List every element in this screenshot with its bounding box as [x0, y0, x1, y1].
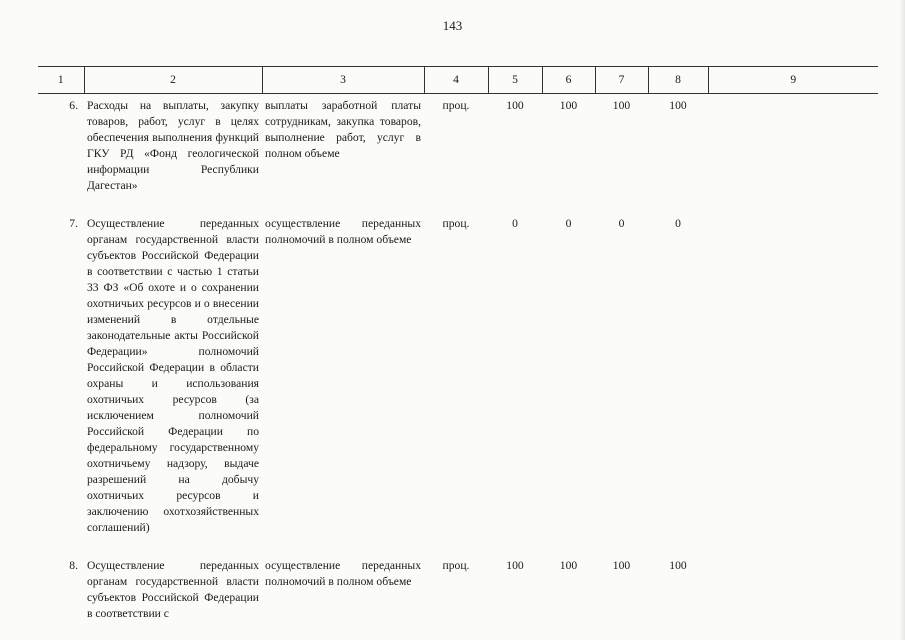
expense-description: Расходы на выплаты, закупку товаров, работ, услуг в целях обеспечения выполнения функций ГКУ РД «Фонд геологической информации Республики Дагестан»	[87, 99, 259, 192]
indicator-description: осуществление переданных полномочий в полном объеме	[265, 559, 421, 588]
page-number: 143	[442, 18, 463, 33]
table-row	[38, 94, 878, 213]
value-col-8: 100	[669, 559, 687, 572]
header-col-1: 1	[38, 67, 84, 94]
value-col-5: 0	[512, 217, 518, 230]
header-col-4: 4	[424, 67, 488, 94]
expense-description: Осуществление переданных органам государственной власти субъектов Российской Федерации в соответствии с	[87, 559, 259, 620]
header-col-9: 9	[708, 67, 878, 94]
row-number: 8.	[69, 559, 78, 572]
indicator-description: выплаты заработной платы сотрудникам, закупка товаров, выполнение работ, услуг в полном объеме	[265, 99, 421, 160]
value-col-7: 100	[612, 559, 631, 572]
header-col-7: 7	[595, 67, 648, 94]
value-col-9	[708, 554, 878, 622]
value-col-5: 100	[506, 99, 524, 112]
row-number: 6.	[69, 99, 78, 112]
header-col-5: 5	[488, 67, 542, 94]
value-col-6: 0	[565, 217, 572, 230]
unit: проц.	[442, 217, 470, 230]
unit: проц.	[442, 559, 470, 572]
value-col-6: 100	[559, 99, 578, 112]
expense-description: Осуществление переданных органам государственной власти субъектов Российской Федерации в соответствии с частью 1 статьи 33 ФЗ «Об охоте и о сохранении охотничьих ресурсов и о внесении изменений в отдельные законодательные акты Российской Федерации» полномочий Российской Федерации в области охраны и использования охотничьих ресурсов (за исключением полномочий Российской Федерации по федеральному государственному охотничьему надзору, выдаче разрешений на добычу охотничьих ресурсов и заключению охотхозяйственных соглашений)	[87, 217, 259, 534]
value-col-7: 100	[612, 99, 631, 112]
unit: проц.	[442, 99, 470, 112]
indicator-description: осуществление переданных полномочий в полном объеме	[265, 217, 421, 246]
value-col-9	[708, 212, 878, 554]
page-edge-shadow	[899, 0, 905, 640]
table-row	[38, 554, 878, 622]
header-col-8: 8	[648, 67, 708, 94]
header-row	[38, 67, 878, 94]
value-col-5: 100	[506, 559, 524, 572]
header-col-2: 2	[84, 67, 262, 94]
value-col-8: 100	[669, 99, 687, 112]
row-number: 7.	[69, 217, 78, 230]
value-col-9	[708, 94, 878, 213]
value-col-8: 0	[675, 217, 681, 230]
header-col-6: 6	[542, 67, 595, 94]
table-row	[38, 212, 878, 554]
value-col-6: 100	[559, 559, 578, 572]
indicators-table	[38, 66, 878, 622]
value-col-7: 0	[618, 217, 625, 230]
header-col-3: 3	[262, 67, 424, 94]
